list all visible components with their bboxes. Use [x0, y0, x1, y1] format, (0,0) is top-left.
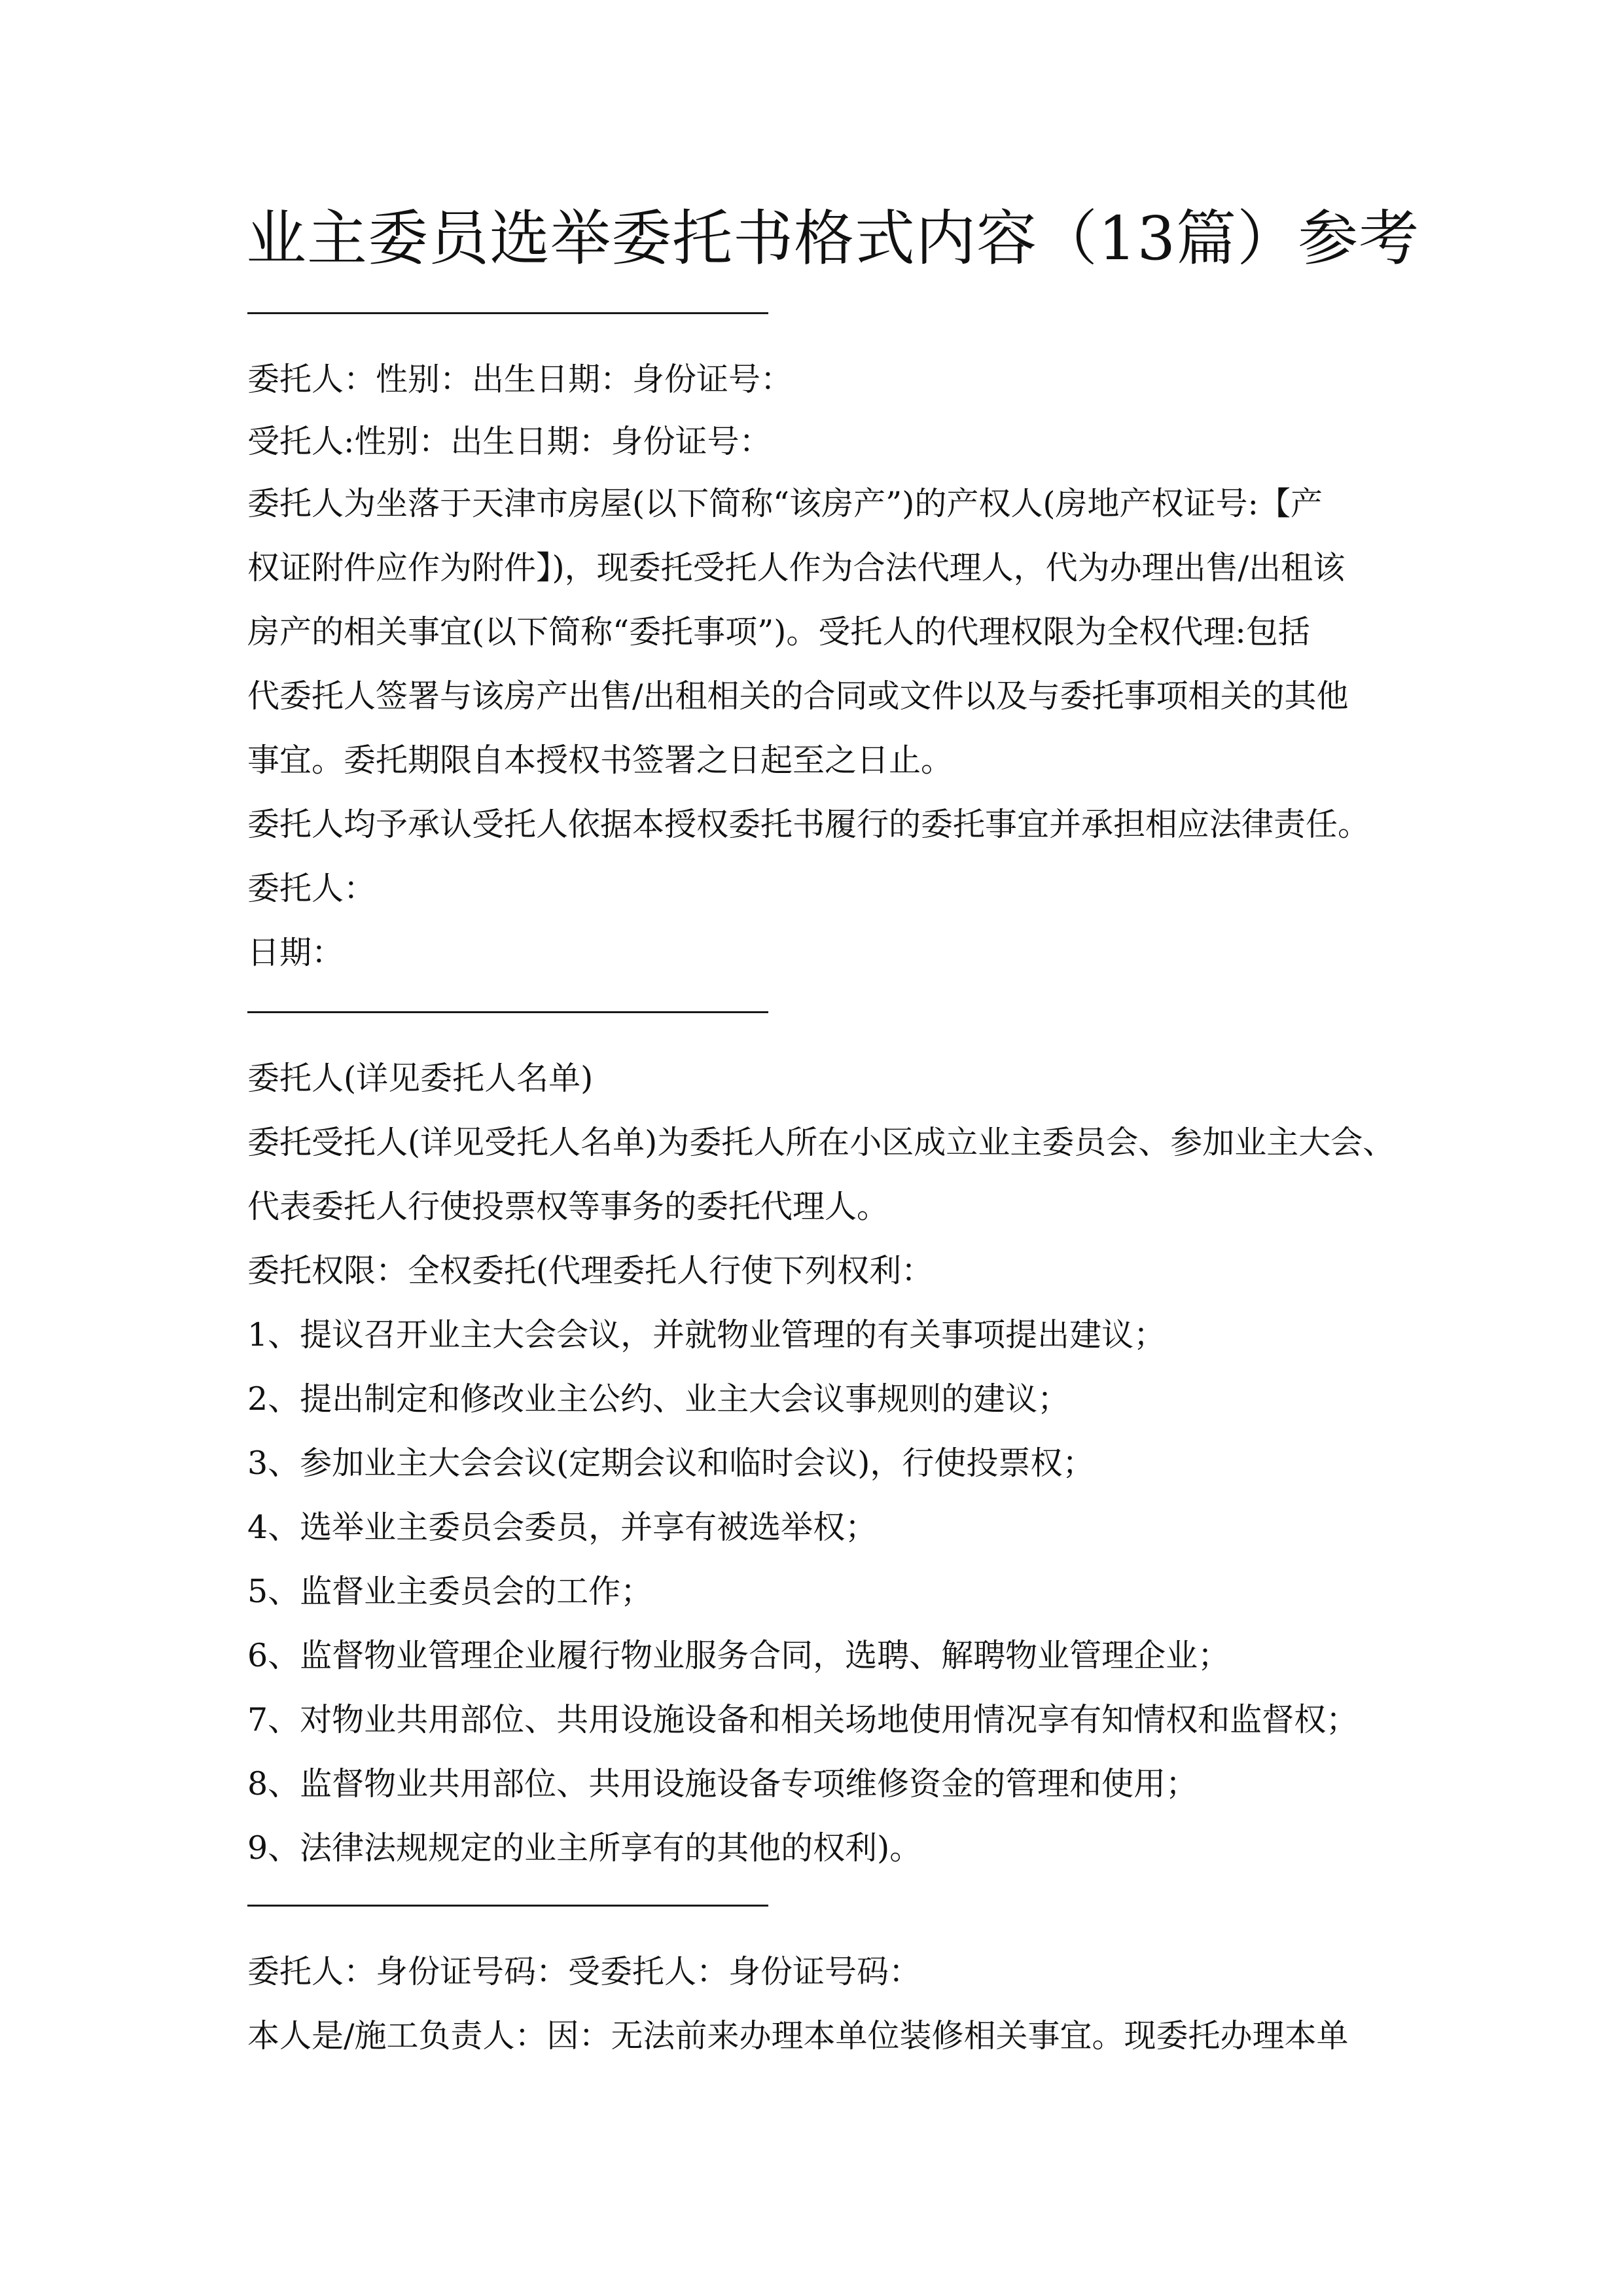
- section-divider: [247, 1011, 768, 1013]
- list-item: 6、监督物业管理企业履行物业服务合同，选聘、解聘物业管理企业；: [247, 1637, 1230, 1674]
- section-divider: [247, 1905, 768, 1907]
- list-item: 5、监督业主委员会的工作；: [247, 1573, 653, 1610]
- text-line: 委托人为坐落于天津市房屋(以下简称“该房产”)的产权人(房地产权证号:【产: [247, 485, 1323, 522]
- list-item: 2、提出制定和修改业主公约、业主大会议事规则的建议；: [247, 1380, 1070, 1418]
- text-line: 本人是/施工负责人：因：无法前来办理本单位装修相关事宜。现委托办理本单: [247, 2017, 1349, 2054]
- text-line: 委托权限：全权委托(代理委托人行使下列权利：: [247, 1252, 934, 1289]
- list-item: 3、参加业主大会会议(定期会议和临时会议)，行使投票权；: [247, 1444, 1095, 1482]
- date-label: 日期：: [247, 934, 344, 971]
- section-divider: [247, 312, 768, 314]
- list-item: 9、法律法规规定的业主所享有的其他的权利)。: [247, 1829, 922, 1867]
- document-title: 业主委员选举委托书格式内容（13篇）参考: [246, 204, 1420, 274]
- list-item: 8、监督物业共用部位、共用设施设备专项维修资金的管理和使用；: [247, 1765, 1198, 1803]
- text-line: 委托人(详见委托人名单): [247, 1060, 594, 1097]
- list-item: 4、选举业主委员会委员，并享有被选举权；: [247, 1509, 878, 1546]
- signature-label: 委托人：: [247, 870, 376, 907]
- text-line: 委托人：性别：出生日期：身份证号：: [247, 361, 793, 398]
- text-line: 委托人均予承认受托人依据本授权委托书履行的委托事宜并承担相应法律责任。: [247, 806, 1370, 843]
- text-line: 委托受托人(详见受托人名单)为委托人所在小区成立业主委员会、参加业主大会、: [247, 1124, 1395, 1161]
- list-item: 1、提议召开业主大会会议，并就物业管理的有关事项提出建议；: [247, 1316, 1166, 1354]
- text-line: 受托人:性别：出生日期：身份证号：: [247, 423, 772, 460]
- text-line: 代委托人签署与该房产出售/出租相关的合同或文件以及与委托事项相关的其他: [247, 677, 1349, 715]
- text-line: 委托人：身份证号码：受委托人：身份证号码：: [247, 1953, 921, 1990]
- text-line: 事宜。委托期限自本授权书签署之日起至之日止。: [247, 742, 954, 779]
- text-line: 房产的相关事宜(以下简称“委托事项”)。受托人的代理权限为全权代理:包括: [247, 613, 1310, 651]
- text-line: 权证附件应作为附件】)，现委托受托人作为合法代理人，代为办理出售/出租该: [247, 549, 1346, 586]
- text-line: 代表委托人行使投票权等事务的委托代理人。: [247, 1188, 889, 1225]
- list-item: 7、对物业共用部位、共用设施设备和相关场地使用情况享有知情权和监督权；: [247, 1701, 1359, 1738]
